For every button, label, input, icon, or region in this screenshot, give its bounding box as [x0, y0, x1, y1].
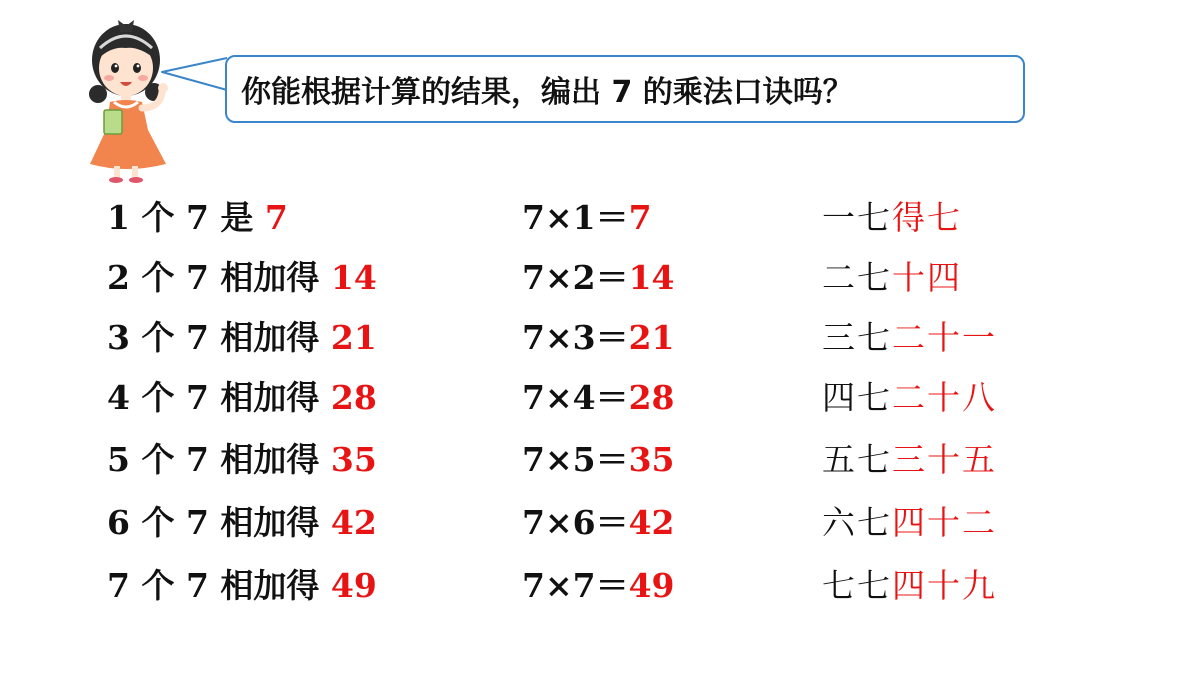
table-row [0, 376, 1200, 420]
speech-bubble-tail [160, 56, 232, 96]
multiplication-equation: 7×6＝42 [522, 503, 675, 542]
multiplication-rhyme: 七七四十九 [822, 566, 997, 605]
girl-illustration [68, 12, 188, 184]
table-row [0, 196, 1200, 240]
addition-sentence: 6 个 7 相加得 42 [107, 503, 377, 542]
multiplication-equation: 7×1＝7 [522, 198, 652, 237]
addition-sentence: 2 个 7 相加得 14 [107, 258, 377, 297]
multiplication-rhyme: 二七十四 [822, 258, 962, 297]
table-row [0, 564, 1200, 608]
multiplication-rhyme: 六七四十二 [822, 503, 997, 542]
addition-sentence: 4 个 7 相加得 28 [107, 378, 377, 417]
multiplication-rhyme: 一七得七 [822, 198, 962, 237]
multiplication-rhyme: 四七二十八 [822, 378, 997, 417]
table-row [0, 316, 1200, 360]
table-row [0, 438, 1200, 482]
multiplication-equation: 7×2＝14 [522, 258, 675, 297]
table-row [0, 256, 1200, 300]
addition-sentence: 3 个 7 相加得 21 [107, 318, 377, 357]
question-text: 你能根据计算的结果，编出 7 的乘法口诀吗？ [241, 75, 853, 110]
multiplication-rhyme: 三七二十一 [822, 318, 997, 357]
table-row [0, 501, 1200, 545]
addition-sentence: 5 个 7 相加得 35 [107, 440, 377, 479]
addition-sentence: 7 个 7 相加得 49 [107, 566, 377, 605]
speech-bubble [225, 55, 1025, 123]
multiplication-equation: 7×3＝21 [522, 318, 675, 357]
multiplication-equation: 7×7＝49 [522, 566, 675, 605]
multiplication-equation: 7×4＝28 [522, 378, 675, 417]
multiplication-rhyme: 五七三十五 [822, 440, 997, 479]
multiplication-equation: 7×5＝35 [522, 440, 675, 479]
addition-sentence: 1 个 7 是 7 [107, 198, 288, 237]
